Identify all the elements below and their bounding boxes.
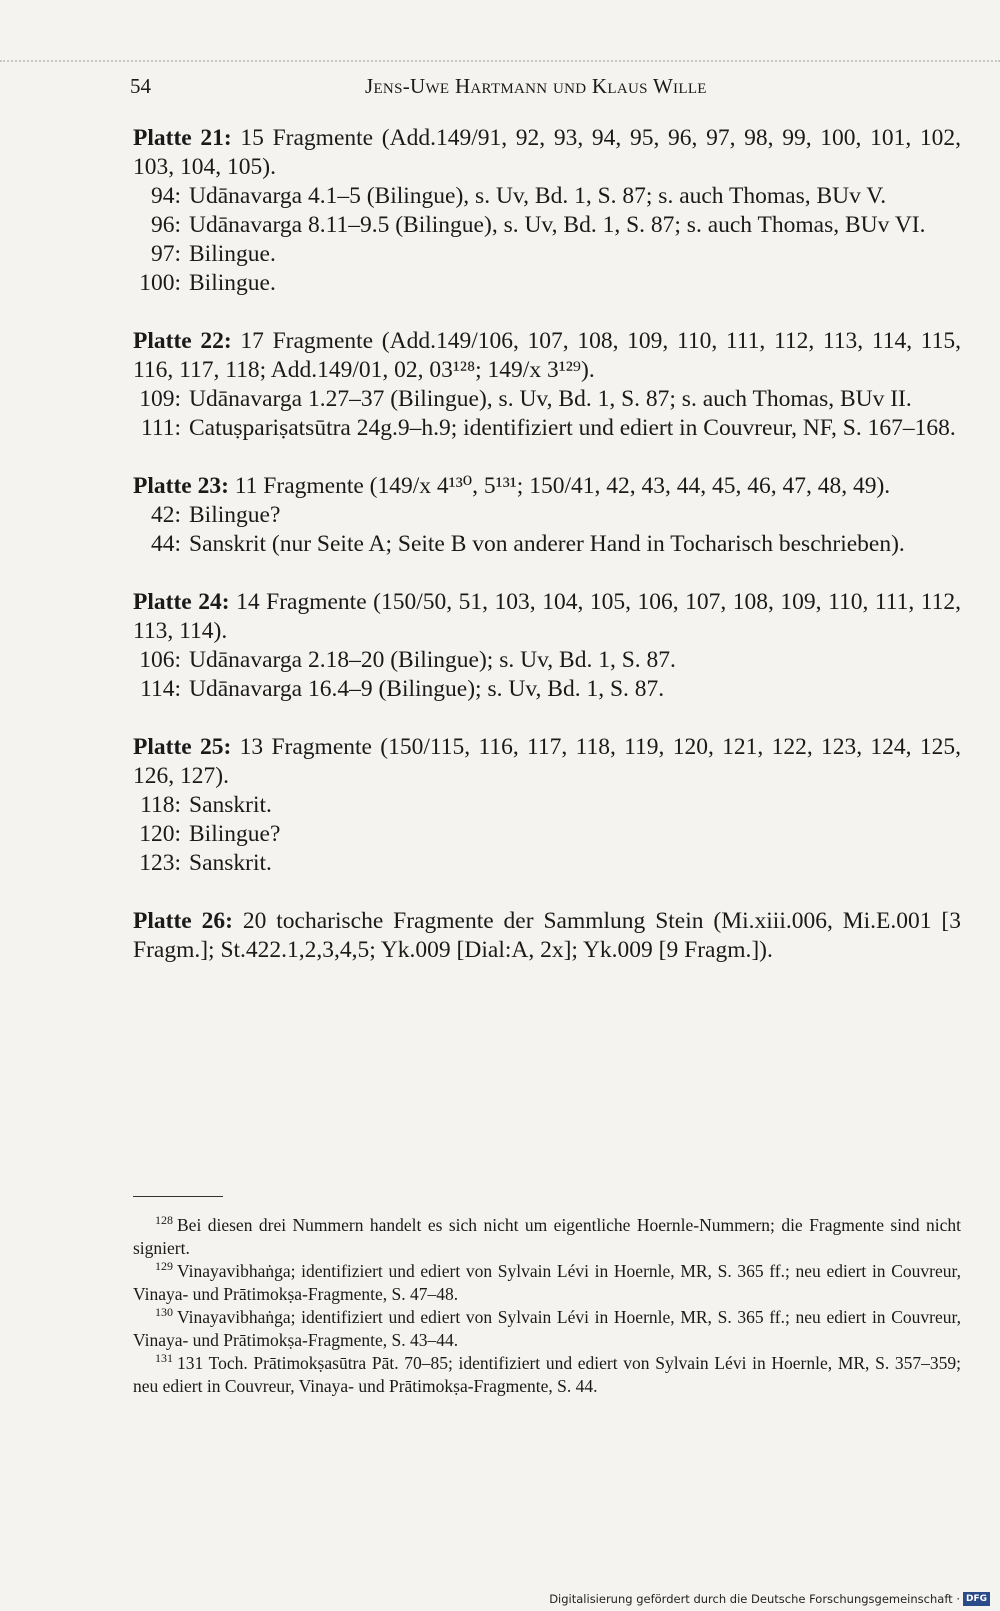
fragment-number: 100: — [139, 270, 181, 296]
fragment-note: Bilingue? — [189, 821, 281, 847]
footnote-text: Vinayavibhaṅga; identifiziert und ediert von Sylvain Lévi in Hoernle, MR, S. 365 ff.; neu ediert in Couvreur, Vinaya- und Prātimokṣa-Fragmente, S. 43–44. — [133, 1307, 961, 1350]
fragment-note: Sanskrit (nur Seite A; Seite B von anderer Hand in Tocharisch beschrieben). — [189, 531, 905, 557]
fragment-number: 114: — [140, 676, 181, 702]
list-item — [133, 385, 961, 414]
fragment-number: 109: — [139, 386, 181, 412]
fragment-number: 44: — [150, 531, 181, 557]
list-item — [133, 820, 961, 849]
footnote — [133, 1306, 961, 1352]
plate-label: Platte 22: — [133, 328, 232, 354]
plate-label: Platte 23: — [133, 473, 229, 499]
section-head — [133, 588, 961, 646]
list-item — [133, 646, 961, 675]
footnote-mark: 131 — [155, 1351, 173, 1366]
footnotes — [133, 1214, 961, 1398]
footnote — [133, 1260, 961, 1306]
fragment-number: 97: — [150, 241, 181, 267]
plate-label: Platte 25: — [133, 734, 232, 760]
plate-label: Platte 21: — [133, 125, 232, 151]
footnote — [133, 1214, 961, 1260]
fragment-number: 94: — [150, 183, 181, 209]
section-head — [133, 124, 961, 182]
list-item — [133, 791, 961, 820]
fragment-number: 106: — [139, 647, 181, 673]
credit-text: Digitalisierung gefördert durch die Deutsche Forschungsgemeinschaft · — [549, 1592, 960, 1606]
footnote-text: Vinayavibhaṅga; identifiziert und ediert von Sylvain Lévi in Hoernle, MR, S. 365 ff.; neu ediert in Couvreur, Vinaya- und Prātimokṣa-Fragmente, S. 47–48. — [133, 1261, 961, 1304]
dfg-logo-icon: DFG — [963, 1592, 990, 1606]
fragment-number: 96: — [150, 212, 181, 238]
fragment-note: Sanskrit. — [189, 850, 272, 876]
plate-label: Platte 24: — [133, 589, 230, 615]
list-item — [133, 269, 961, 298]
section-head — [133, 327, 961, 385]
running-head — [130, 74, 960, 104]
list-item — [133, 182, 961, 211]
footnote-rule — [133, 1196, 223, 1197]
fragment-note: Bilingue. — [189, 241, 276, 267]
plate-description: 13 Fragmente (150/115, 116, 117, 118, 119, 120, 121, 122, 123, 124, 125, 126, 127). — [133, 734, 961, 789]
list-item — [133, 501, 961, 530]
fragment-note: Udānavarga 8.11–9.5 (Bilingue), s. Uv, Bd. 1, S. 87; s. auch Thomas, BUv VI. — [189, 212, 926, 238]
fragment-number: 120: — [139, 821, 181, 847]
page-number: 54 — [130, 74, 151, 98]
plate-description: 17 Fragmente (Add.149/106, 107, 108, 109, 110, 111, 112, 113, 114, 115, 116, 117, 118; Add.149/01, 02, 03¹²⁸; 149/x 3¹²⁹). — [133, 328, 962, 383]
running-title: Jens-Uwe Hartmann und Klaus Wille — [365, 74, 707, 98]
footnote-text: 131 Toch. Prātimokṣasūtra Pāt. 70–85; identifiziert und ediert von Sylvain Lévi in Hoernle, MR, S. 357–359; neu ediert in Couvreur, Vinaya- und Prātimokṣa-Fragmente, S. 44. — [133, 1353, 961, 1396]
section-head — [133, 472, 961, 501]
footnote-mark: 129 — [155, 1259, 173, 1274]
main-text — [133, 124, 961, 994]
section-platte-21 — [133, 124, 961, 298]
fragment-number: 111: — [140, 415, 181, 441]
fragment-note: Udānavarga 16.4–9 (Bilingue); s. Uv, Bd. 1, S. 87. — [189, 676, 665, 702]
section-platte-26 — [133, 907, 961, 965]
section-platte-22 — [133, 327, 961, 443]
plate-description: 11 Fragmente (149/x 4¹³⁰, 5¹³¹; 150/41, 42, 43, 44, 45, 46, 47, 48, 49). — [234, 473, 891, 499]
fragment-note: Udānavarga 1.27–37 (Bilingue), s. Uv, Bd. 1, S. 87; s. auch Thomas, BUv II. — [189, 386, 912, 412]
list-item — [133, 530, 961, 559]
fragment-number: 118: — [140, 792, 181, 818]
section-head — [133, 907, 961, 965]
plate-label: Platte 26: — [133, 908, 233, 934]
footnote-mark: 130 — [155, 1305, 173, 1320]
section-platte-23 — [133, 472, 961, 559]
fragment-note: Udānavarga 2.18–20 (Bilingue); s. Uv, Bd. 1, S. 87. — [189, 647, 676, 673]
footnote — [133, 1352, 961, 1398]
plate-description: 14 Fragmente (150/50, 51, 103, 104, 105, 106, 107, 108, 109, 110, 111, 112, 113, 114). — [133, 589, 962, 644]
section-platte-25 — [133, 733, 961, 878]
fragment-number: 123: — [139, 850, 181, 876]
fragment-note: Sanskrit. — [189, 792, 272, 818]
list-item — [133, 240, 961, 269]
footnote-text: Bei diesen drei Nummern handelt es sich nicht um eigentliche Hoernle-Nummern; die Fragmente sind nicht signiert. — [133, 1215, 961, 1258]
list-item — [133, 414, 961, 443]
list-item — [133, 849, 961, 878]
fragment-note: Bilingue. — [189, 270, 276, 296]
digitization-credit — [549, 1590, 990, 1608]
section-platte-24 — [133, 588, 961, 704]
plate-description: 15 Fragmente (Add.149/91, 92, 93, 94, 95, 96, 97, 98, 99, 100, 101, 102, 103, 104, 105). — [133, 125, 962, 180]
list-item — [133, 211, 961, 240]
fragment-note: Udānavarga 4.1–5 (Bilingue), s. Uv, Bd. 1, S. 87; s. auch Thomas, BUv V. — [189, 183, 887, 209]
list-item — [133, 675, 961, 704]
section-head — [133, 733, 961, 791]
fragment-note: Bilingue? — [189, 502, 281, 528]
top-dotted-rule — [0, 60, 1000, 62]
plate-description: 20 tocharische Fragmente der Sammlung Stein (Mi.xiii.006, Mi.E.001 [3 Fragm.]; St.422.1,2,3,4,5; Yk.009 [Dial:A, 2x]; Yk.009 [9 Fragm.]). — [133, 908, 962, 963]
fragment-number: 42: — [150, 502, 181, 528]
fragment-note: Catuṣpariṣatsūtra 24g.9–h.9; identifiziert und ediert in Couvreur, NF, S. 167–168. — [189, 415, 956, 441]
footnote-mark: 128 — [155, 1213, 173, 1228]
